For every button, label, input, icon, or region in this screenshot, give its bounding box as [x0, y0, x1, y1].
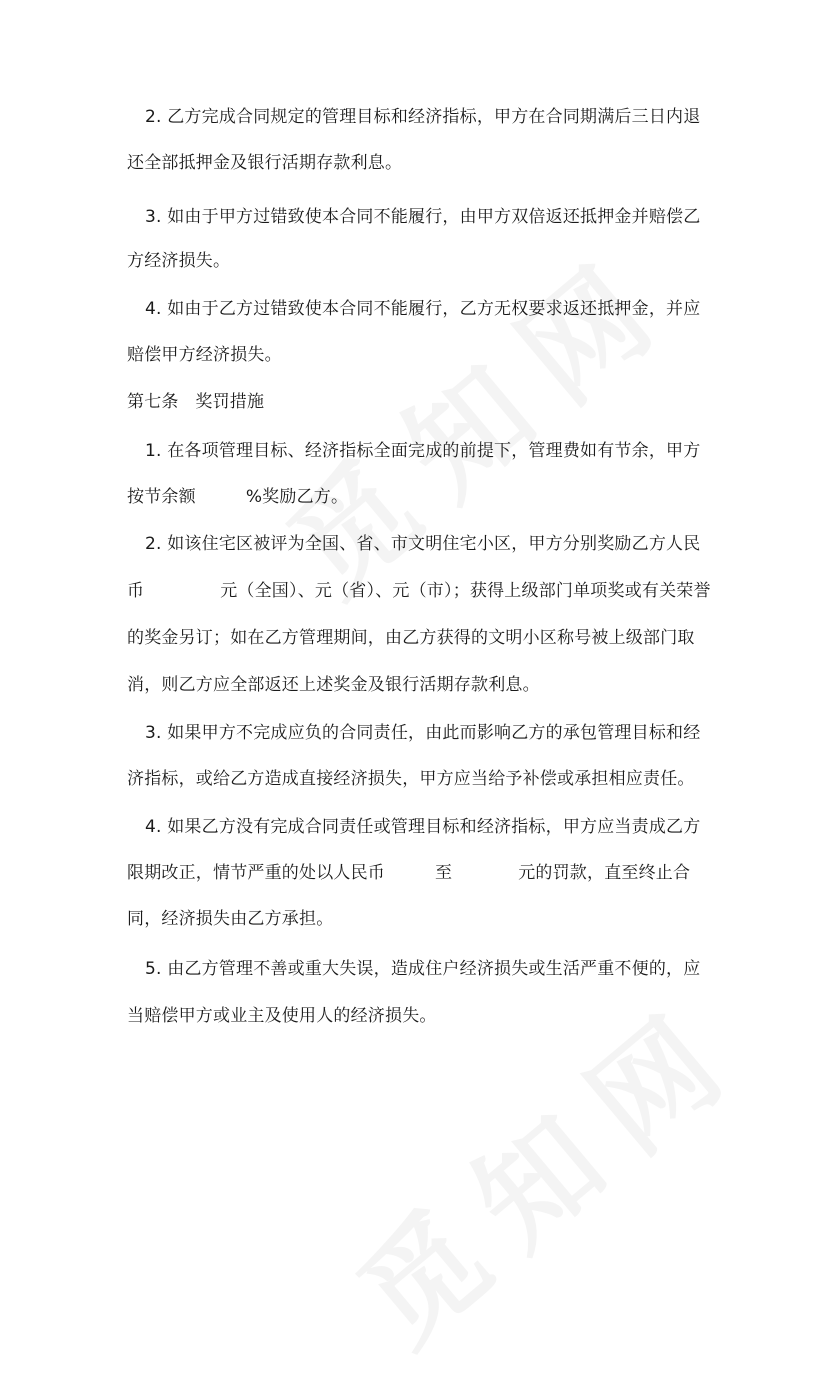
paragraph-line: 当赔偿甲方或业主及使用人的经济损失。: [127, 1006, 437, 1026]
text-segment: 元（全国）、元（省）、元（市）；获得上级部门单项奖或有关荣誉: [220, 581, 711, 601]
section-title: 第七条 奖罚措施: [127, 392, 265, 412]
paragraph-line: 3. 如由于甲方过错致使本合同不能履行，由甲方双倍返还抵押金并赔偿乙: [145, 207, 701, 227]
text-segment: %奖励乙方。: [245, 487, 349, 507]
paragraph-line: [127, 863, 690, 883]
paragraph-line: 消，则乙方应全部返还上述奖金及银行活期存款利息。: [127, 675, 540, 695]
text-segment: 限期改正，情节严重的处以人民币: [127, 863, 385, 883]
paragraph-line: 的奖金另订；如在乙方管理期间，由乙方获得的文明小区称号被上级部门取: [127, 628, 695, 648]
text-segment: 币: [127, 581, 145, 601]
text-segment: 至: [435, 863, 453, 883]
paragraph-line: 赔偿甲方经济损失。: [127, 345, 282, 365]
paragraph-line: 2. 乙方完成合同规定的管理目标和经济指标，甲方在合同期满后三日内退: [145, 107, 701, 127]
paragraph-line: 4. 如果乙方没有完成合同责任或管理目标和经济指标，甲方应当责成乙方: [145, 817, 701, 837]
paragraph-line: [127, 581, 711, 601]
paragraph-line: [127, 487, 348, 507]
text-segment: 按节余额: [127, 487, 196, 507]
paragraph-line: 5. 由乙方管理不善或重大失误，造成住户经济损失或生活严重不便的，应: [145, 959, 701, 979]
paragraph-line: 方经济损失。: [127, 251, 231, 271]
paragraph-line: 济指标，或给乙方造成直接经济损失，甲方应当给予补偿或承担相应责任。: [127, 769, 695, 789]
paragraph-line: 1. 在各项管理目标、经济指标全面完成的前提下，管理费如有节余，甲方: [145, 441, 701, 461]
text-segment: 元的罚款，直至终止合: [518, 863, 691, 883]
paragraph-line: 还全部抵押金及银行活期存款利息。: [127, 153, 403, 173]
watermark: [247, 205, 702, 626]
paragraph-line: 4. 如由于乙方过错致使本合同不能履行，乙方无权要求返还抵押金，并应: [145, 299, 701, 319]
paragraph-line: 2. 如该住宅区被评为全国、省、市文明住宅小区，甲方分别奖励乙方人民: [145, 534, 701, 554]
paragraph-line: 同，经济损失由乙方承担。: [127, 909, 334, 929]
paragraph-line: 3. 如果甲方不完成应负的合同责任，由此而影响乙方的承包管理目标和经: [145, 723, 701, 743]
